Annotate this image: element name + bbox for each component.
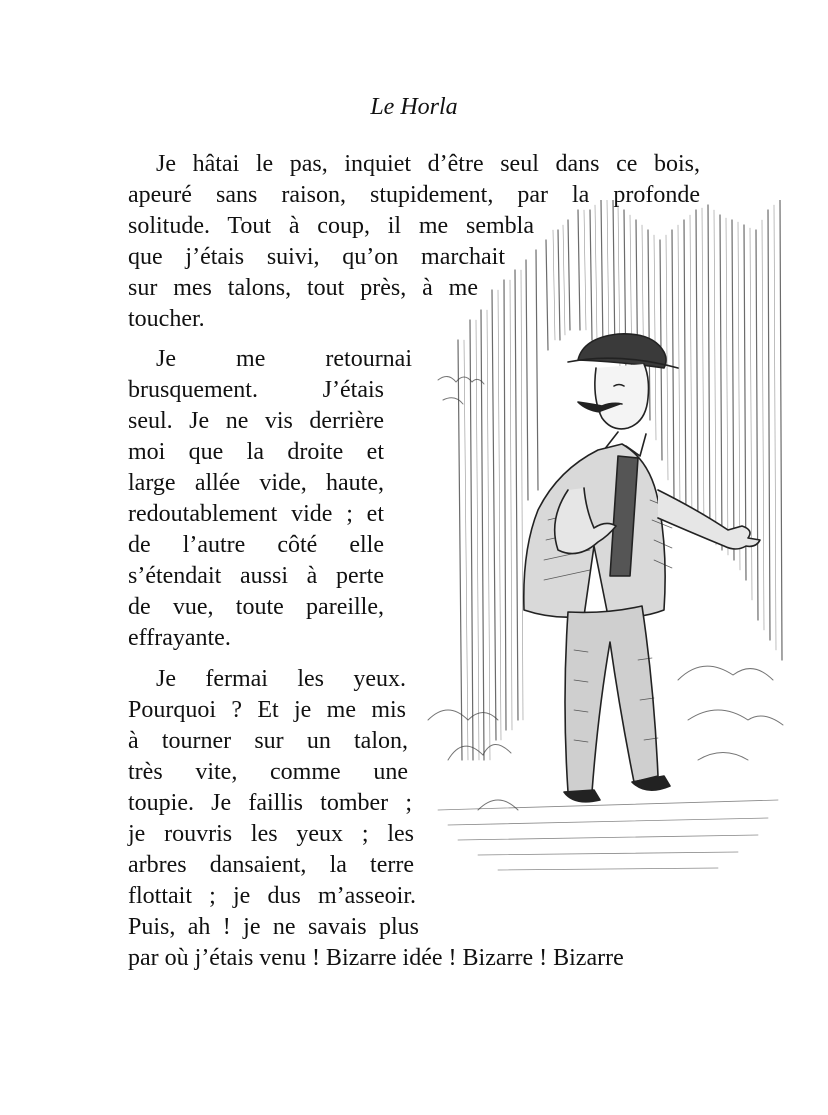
page-title: Le Horla	[370, 94, 458, 120]
paragraph-3-line: Puis, ah ! je ne savais plus	[128, 914, 419, 940]
paragraph-3-line: arbres dansaient, la terre	[128, 852, 414, 878]
paragraph-3-line: flottait ; je dus m’asseoir.	[128, 883, 416, 909]
paragraph-2-line: moi que la droite et	[128, 439, 384, 465]
paragraph-2-line: de vue, toute pareille,	[128, 594, 384, 620]
paragraph-2-line: s’étendait aussi à perte	[128, 563, 384, 589]
paragraph-3-line: toupie. Je faillis tomber ;	[128, 790, 412, 816]
paragraph-2-line: effrayante.	[128, 625, 231, 651]
paragraph-2-line: brusquement. J’étais	[128, 377, 384, 403]
paragraph-3-line: très vite, comme une	[128, 759, 408, 785]
paragraph-2-line: redoutablement vide ; et	[128, 501, 384, 527]
paragraph-1-line: que j’étais suivi, qu’on marchait	[128, 244, 505, 270]
paragraph-2-line: de l’autre côté elle	[128, 532, 384, 558]
paragraph-2-line: seul. Je ne vis derrière	[128, 408, 384, 434]
paragraph-3-line: je rouvris les yeux ; les	[128, 821, 414, 847]
paragraph-3-line: à tourner sur un talon,	[128, 728, 408, 754]
paragraph-1-line: solitude. Tout à coup, il me sembla	[128, 213, 534, 239]
man-in-woods-engraving-icon	[418, 200, 790, 900]
paragraph-3-line: Je fermai les yeux.	[156, 666, 406, 692]
paragraph-1-line: Je hâtai le pas, inquiet d’être seul dans ce bois,	[156, 151, 700, 177]
paragraph-3-line: par où j’étais venu ! Bizarre idée ! Bizarre ! Bizarre	[128, 945, 624, 971]
paragraph-3-line: Pourquoi ? Et je me mis	[128, 697, 406, 723]
paragraph-1-line: toucher.	[128, 306, 205, 332]
paragraph-1-line: sur mes talons, tout près, à me	[128, 275, 478, 301]
paragraph-2-line: large allée vide, haute,	[128, 470, 384, 496]
paragraph-2-line: Je me retournai	[156, 346, 412, 372]
paragraph-1-line: apeuré sans raison, stupidement, par la profonde	[128, 182, 700, 208]
